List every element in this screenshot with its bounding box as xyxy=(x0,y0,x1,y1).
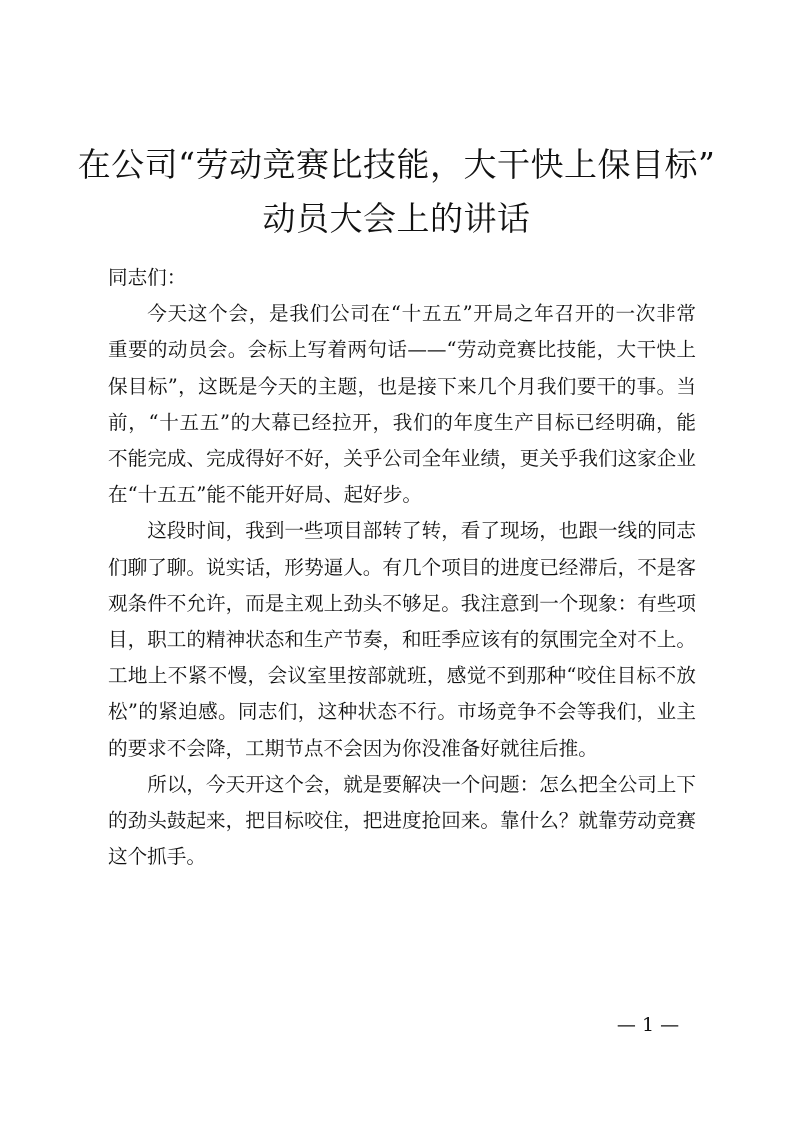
paragraph-2: 这段时间，我到一些项目部转了转，看了现场，也跟一线的同志们聊了聊。说实话，形势逼人。有几个项目的进度已经滞后，不是客观条件不允许，而是主观上劲头不够足。我注意到一个现象：有些项目，职工的精神状态和生产节奏，和旺季应该有的氛围完全对不上。工地上不紧不慢，会议室里按部就班，感觉不到那种“咬住目标不放松”的紧迫感。同志们，这种状态不行。市场竞争不会等我们，业主的要求不会降，工期节点不会因为你没准备好就往后推。 xyxy=(108,519,696,760)
salutation: 同志们： xyxy=(108,266,187,289)
page-number: — 1 — xyxy=(616,1014,680,1036)
document-body xyxy=(108,260,696,875)
document-title-line-2: 动员大会上的讲话 xyxy=(262,199,531,238)
document-title-line-1: 在公司“劳动竞赛比技能，大干快上保目标” xyxy=(77,145,716,184)
paragraph-1: 今天这个会，是我们公司在“十五五”开局之年召开的一次非常重要的动员会。会标上写着两句话——“劳动竞赛比技能，大干快上保目标”，这既是今天的主题，也是接下来几个月我们要干的事。当前，“十五五”的大幕已经拉开，我们的年度生产目标已经明确，能不能完成、完成得好不好，关乎公司全年业绩，更关乎我们这家企业在“十五五”能不能开好局、起好步。 xyxy=(108,302,696,507)
paragraph-3: 所以，今天开这个会，就是要解决一个问题：怎么把全公司上下的劲头鼓起来，把目标咬住，把进度抢回来。靠什么？就靠劳动竞赛这个抓手。 xyxy=(108,772,696,869)
